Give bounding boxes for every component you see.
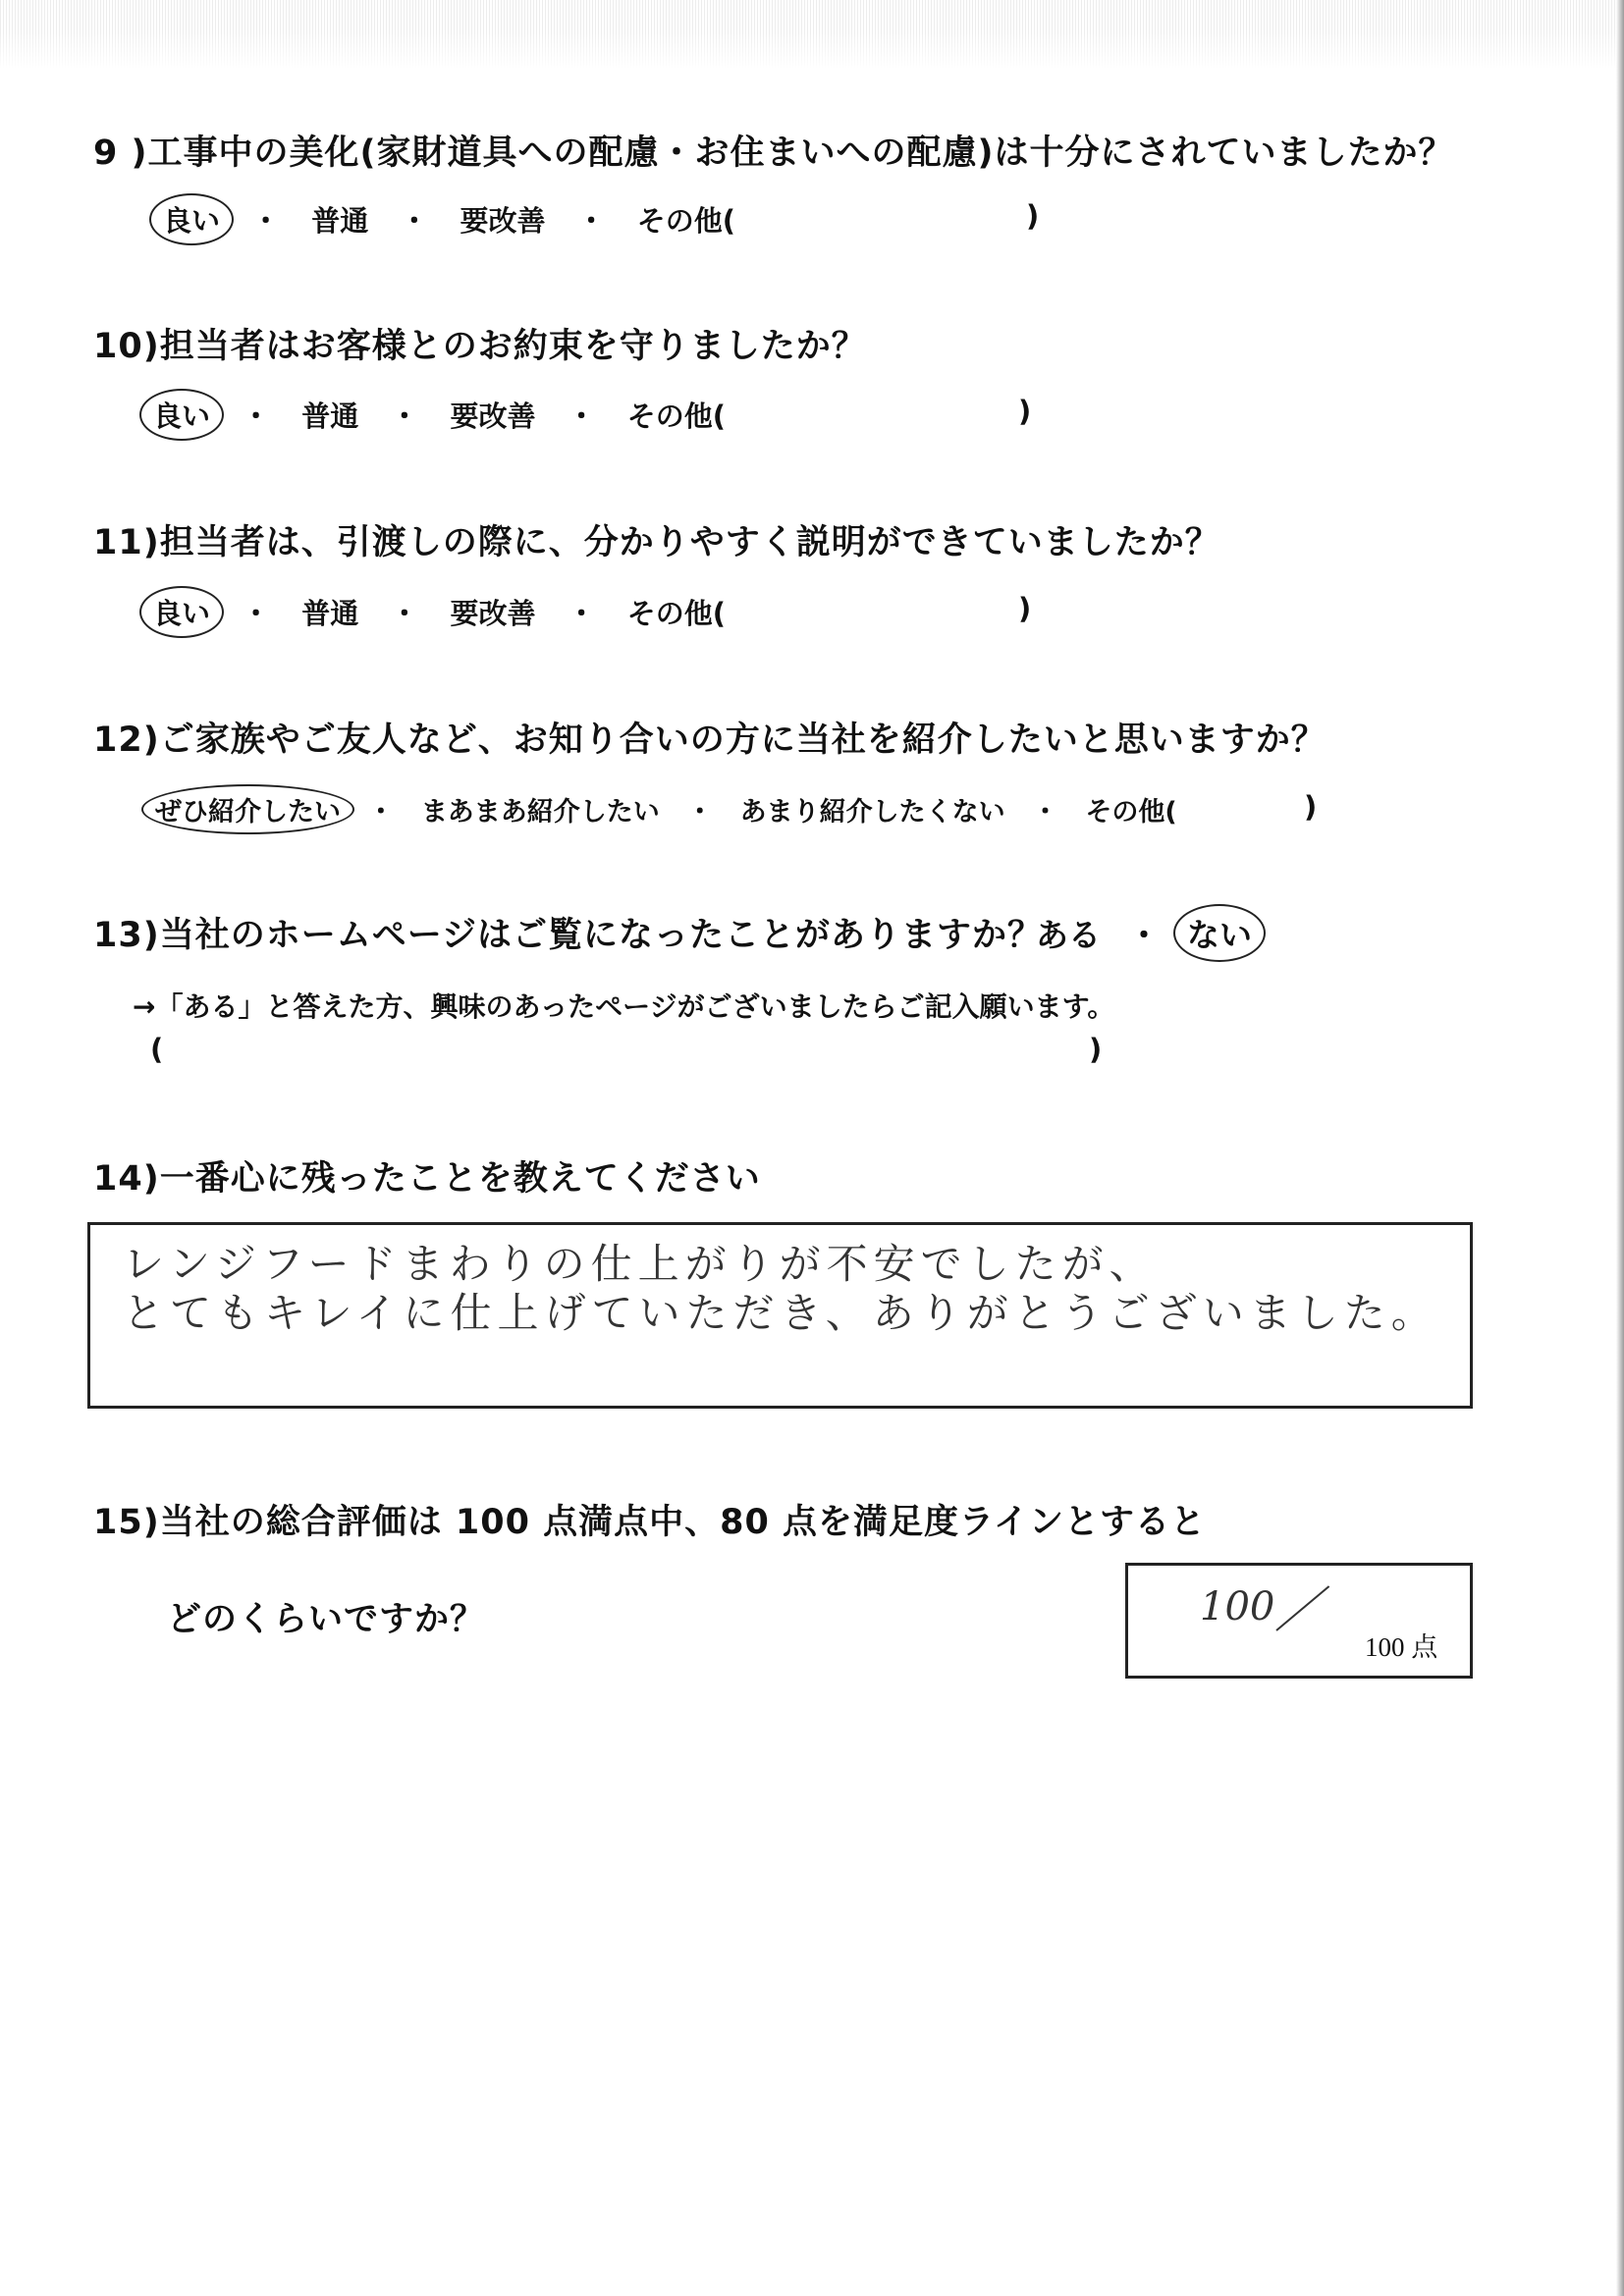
score-value: 100 xyxy=(1200,1584,1275,1629)
handwritten-line-2: とてもキレイに仕上げていただき、ありがとうございました。 xyxy=(123,1289,1438,1337)
paren-close-13: ) xyxy=(1089,1033,1103,1066)
handwritten-line-1: レンジフードまわりの仕上がりが不安でしたが、 xyxy=(123,1240,1157,1288)
question-11: 11)担当者は、引渡しの際に、分かりやすく説明ができていましたか？ xyxy=(93,523,1220,562)
options-13: ある ・ ない xyxy=(1036,910,1252,956)
paren-close-11: ) xyxy=(1018,592,1032,625)
option-good-selected[interactable]: 良い xyxy=(153,592,210,632)
option-needs-improvement[interactable]: 要改善 xyxy=(450,597,536,630)
option-other[interactable]: その他( xyxy=(1085,797,1177,828)
scan-edge xyxy=(1616,0,1624,2296)
option-other[interactable]: その他( xyxy=(626,597,727,630)
question-9: 9 )工事中の美化(家財道具への配慮・お住まいへの配慮)は十分にされていましたか？ xyxy=(93,133,1454,173)
option-good-selected[interactable]: 良い xyxy=(153,395,210,435)
option-other[interactable]: その他( xyxy=(636,204,736,238)
option-needs-improvement[interactable]: 要改善 xyxy=(450,400,536,433)
paren-close-10: ) xyxy=(1018,395,1032,428)
option-normal[interactable]: 普通 xyxy=(311,204,369,238)
option-definitely-recommend-selected[interactable]: ぜひ紹介したい xyxy=(155,790,341,828)
options-10: 良い ・ 普通 ・ 要改善 ・ その他( xyxy=(153,395,726,435)
option-yes[interactable]: ある xyxy=(1036,916,1101,954)
question-15: 15)当社の総合評価は 100 点満点中、80 点を満足度ラインとすると xyxy=(93,1503,1206,1542)
options-12: ぜひ紹介したい ・ まあまあ紹介したい ・ あまり紹介したくない ・ その他( xyxy=(155,790,1177,828)
option-normal[interactable]: 普通 xyxy=(301,597,359,630)
option-no-selected[interactable]: ない xyxy=(1187,910,1252,956)
option-somewhat-recommend[interactable]: まあまあ紹介したい xyxy=(420,797,660,828)
question-15-line-2: どのくらいですか？ xyxy=(167,1600,486,1639)
option-needs-improvement[interactable]: 要改善 xyxy=(460,204,546,238)
paren-close-12: ) xyxy=(1304,790,1318,824)
scan-noise xyxy=(0,0,1624,69)
question-10: 10)担当者はお客様とのお約束を守りましたか？ xyxy=(93,327,867,366)
paren-open-13: ( xyxy=(150,1033,164,1066)
question-12: 12)ご家族やご友人など、お知り合いの方に当社を紹介したいと思いますか？ xyxy=(93,721,1326,760)
option-good-selected[interactable]: 良い xyxy=(163,199,220,240)
question-13: 13)当社のホームページはご覧になったことがありますか？ xyxy=(93,916,1044,955)
score-unit: 100 点 xyxy=(1365,1632,1438,1662)
option-other[interactable]: その他( xyxy=(626,400,727,433)
options-11: 良い ・ 普通 ・ 要改善 ・ その他( xyxy=(153,592,726,632)
option-normal[interactable]: 普通 xyxy=(301,400,359,433)
option-not-recommend[interactable]: あまり紹介したくない xyxy=(739,797,1005,828)
options-9: 良い ・ 普通 ・ 要改善 ・ その他( xyxy=(163,199,735,240)
paren-close-9: ) xyxy=(1026,199,1040,233)
question-14: 14)一番心に残ったことを教えてください xyxy=(93,1159,761,1199)
note-13: →「ある」と答えた方、興味のあったページがございましたらご記入願います。 xyxy=(133,990,1115,1023)
